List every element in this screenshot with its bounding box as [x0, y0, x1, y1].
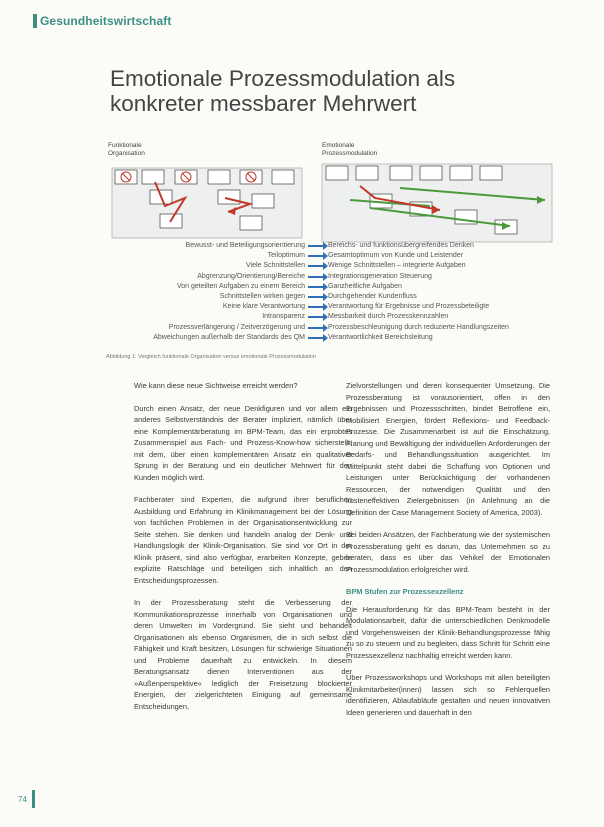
comparison-left-item: Von geteilten Aufgaben zu einem Bereich [176, 282, 305, 290]
proc-box-3 [390, 166, 412, 180]
headline-line-2: konkreter messbarer Mehrwert [110, 91, 417, 116]
diagram-right-label-1: Emotionale [322, 142, 355, 149]
func-box-8 [218, 190, 240, 204]
body-left-p3: Fachberater sind Experten, die aufgrund ihrer beruflichen Ausbildung und Erfahrung im Klinikmanagement bei der Lösung von fachlichen Problemen in der Organisationsentwicklung zur Seite stehen. Sie denken und handeln analog der Denk- und Handlungslogik der Klinik-Organisation. Sie sind vor Ort in der Klinik präsent, sind also verfügbar, erarbeiten Konzepte, geben explizite Ratschläge und beteiligen sich inhaltlich an den Entscheidungsprozessen. [134, 495, 352, 585]
comparison-arrow-icon [308, 265, 324, 267]
comparison-left-item: Intransparenz [262, 313, 305, 321]
subheading: BPM Stufen zur Prozessexzellenz [346, 587, 464, 596]
process-modulation-graphic [322, 164, 552, 242]
comparison-table [100, 240, 560, 362]
org-diagram [100, 138, 560, 256]
func-box-2 [142, 170, 164, 184]
comparison-right-item: Wenige Schnittstellen – integrierte Aufgaben [328, 262, 466, 270]
figure-caption: Abbildung 1: Vergleich funktionale Organisation versus emotionale Prozessmodulation [106, 354, 317, 360]
diagram-left-label [108, 142, 145, 157]
comparison-right-item: Durchgehender Kundenfluss [328, 293, 417, 300]
comparison-left-item: Keine klare Verantwortung [222, 303, 305, 311]
comparison-arrow-icon [308, 337, 324, 339]
comparison-right-item: Bereichs- und funktionsübergreifendes Denken [328, 242, 474, 249]
comparison-right-item: Verantwortung für Ergebnisse und Prozessbeteiligte [328, 303, 490, 311]
proc-box-1 [326, 166, 348, 180]
headline-line-1: Emotionale Prozessmodulation als [110, 66, 456, 91]
comparison-left-item: Schnittstellen wirken gegen [219, 293, 305, 300]
body-right-p2: Bei beiden Ansätzen, der Fachberatung wie der systemischen Prozessberatung geht es darum, das Unternehmen so zu beraten, dass es über das Vehikel der Emotionalen Prozessmodulation erfolgreicher wird. [346, 530, 550, 574]
body-left-p2: Durch einen Ansatz, der neue Denkfiguren und vor allem ein anderes Selbstverständnis der Berater impliziert, nämlich über eine Komplementärberatung im BPM-Team, das ein erprobtes Zusammenspiel aus Fach- und Prozess-Know-how sicherstellt, mit dem, über einen komplementären Ansatz ein qualitativer Sprung in der Beratung und ein deutlicher Mehrwert für den Kunden möglich wird. [134, 403, 352, 482]
comparison-arrow-icon [308, 327, 324, 329]
diagram-left-label-1: Funktionale [108, 142, 142, 149]
comparison-right-item: Gesamtoptimum von Kunde und Leistender [328, 252, 464, 260]
body-right-p3: Die Herausforderung für das BPM-Team besteht in der Modulationsarbeit, dafür die unterschiedlichen Denkmodelle und Vorgehensweisen der Klinik-Behandlungsprozesse fähig zu so zu steuern und zu begleiten, dass Schritt für Schritt eine Prozessexzellenz nachhaltig erreicht werden kann. [346, 604, 550, 660]
comparison-left-item: Prozessverlängerung / Zeitverzögerung und [168, 323, 305, 331]
comparison-arrow-icon [308, 276, 324, 278]
comparison-arrow-icon [308, 306, 324, 308]
body-left-p4: In der Prozessberatung steht die Verbesserung der Kommunikationsprozesse innerhalb von Organisationen und deren Umwelten im Vordergrund. Sie sieht und behandelt Organisationen als ebenso Organismen, die in sich selbst die Fähigkeit und Kraft besitzen, Lösungen für schwierige Situationen und Probleme dauerhaft zu entwickeln. In diesem Beratungsansatz dienen Interventionen aus der »Außenperspektive« lediglich der Freisetzung blockierter Energien, der zielgerichteten Einigung auf gemeinsame Entscheidungen, [134, 598, 352, 711]
comparison-right-item: Prozessbeschleunigung durch reduzierte Handlungszeiten [328, 323, 509, 331]
comparison-left-item: Abweichungen außerhalb der Standards des QM [153, 333, 305, 341]
func-box-6 [272, 170, 294, 184]
proc-box-5 [450, 166, 472, 180]
comparison-arrow-icon [308, 296, 324, 298]
section-tag: Gesundheitswirtschaft [40, 14, 172, 28]
body-column-right [346, 380, 550, 729]
body-right-p4: Über Prozessworkshops und Workshops mit allen beteiligten Klinikmitarbeiter(innen) lassen sich so Fehlerquellen identifizieren, Ablaufabläufe gestalten und neuen innovativen Ideen generieren und dauerhaft in den [346, 673, 550, 717]
comparison-left-item: Bewusst- und Beteiligungsorientierung [185, 242, 305, 249]
diagram-right-label [322, 142, 377, 157]
comparison-arrow-icon [308, 245, 324, 247]
func-box-9 [252, 194, 274, 208]
section-bar [33, 14, 37, 28]
functional-org-graphic [112, 168, 302, 238]
body-right-p1: Zielvorstellungen und deren konsequenter Umsetzung. Die Prozessberatung ist vorausorientiert, offen in den Ergebnissen und Prozessschritten, bindet Betroffene ein, mobilisiert Energien, fördert Reflexions- und Feedback-Prozesse. Die Zusammenarbeit ist auf die Einschätzung, Planung und Bewältigung der individuellen Anforderungen der Bedarfs- und Behandlungssituation ausgerichtet. Im Mittelpunkt steht dabei die Schaffung von Optionen und Leistungen unter Berücksichtigung der vorhandenen Ressourcen, der notwendigen Qualität und den kosteneffektiven Zielergebnissen (in Anlehnung an die Definition der Case Management Society of America, 2003). [346, 381, 550, 517]
comparison-right-item: Ganzheitliche Aufgaben [328, 282, 402, 290]
func-box-11 [240, 216, 262, 230]
proc-box-2 [356, 166, 378, 180]
diagram-right-label-2: Prozessmodulation [322, 149, 378, 157]
comparison-arrow-icon [308, 255, 324, 257]
proc-box-4 [420, 166, 442, 180]
body-column-left [134, 380, 352, 723]
comparison-left-item: Teiloptimum [267, 252, 305, 260]
diagram-left-label-2: Organisation [108, 149, 145, 157]
comparison-left-item: Abgrenzung/Orientierung/Bereiche [197, 272, 305, 280]
comparison-right-item: Messbarkeit durch Prozesskennzahlen [328, 313, 449, 321]
article-headline [110, 66, 510, 116]
func-box-4 [208, 170, 230, 184]
proc-box-6 [480, 166, 502, 180]
comparison-right-item: Verantwortlichkeit Bereichsleitung [328, 333, 433, 341]
page-bar [32, 790, 35, 808]
body-left-p1: Wie kann diese neue Sichtweise erreicht werden? [134, 381, 298, 390]
comparison-left-item: Viele Schnittstellen [245, 262, 305, 270]
page-number: 74 [18, 795, 27, 804]
comparison-right-item: Integrationsgeneration Steuerung [328, 272, 432, 280]
comparison-arrow-icon [308, 316, 324, 318]
comparison-arrow-icon [308, 286, 324, 288]
